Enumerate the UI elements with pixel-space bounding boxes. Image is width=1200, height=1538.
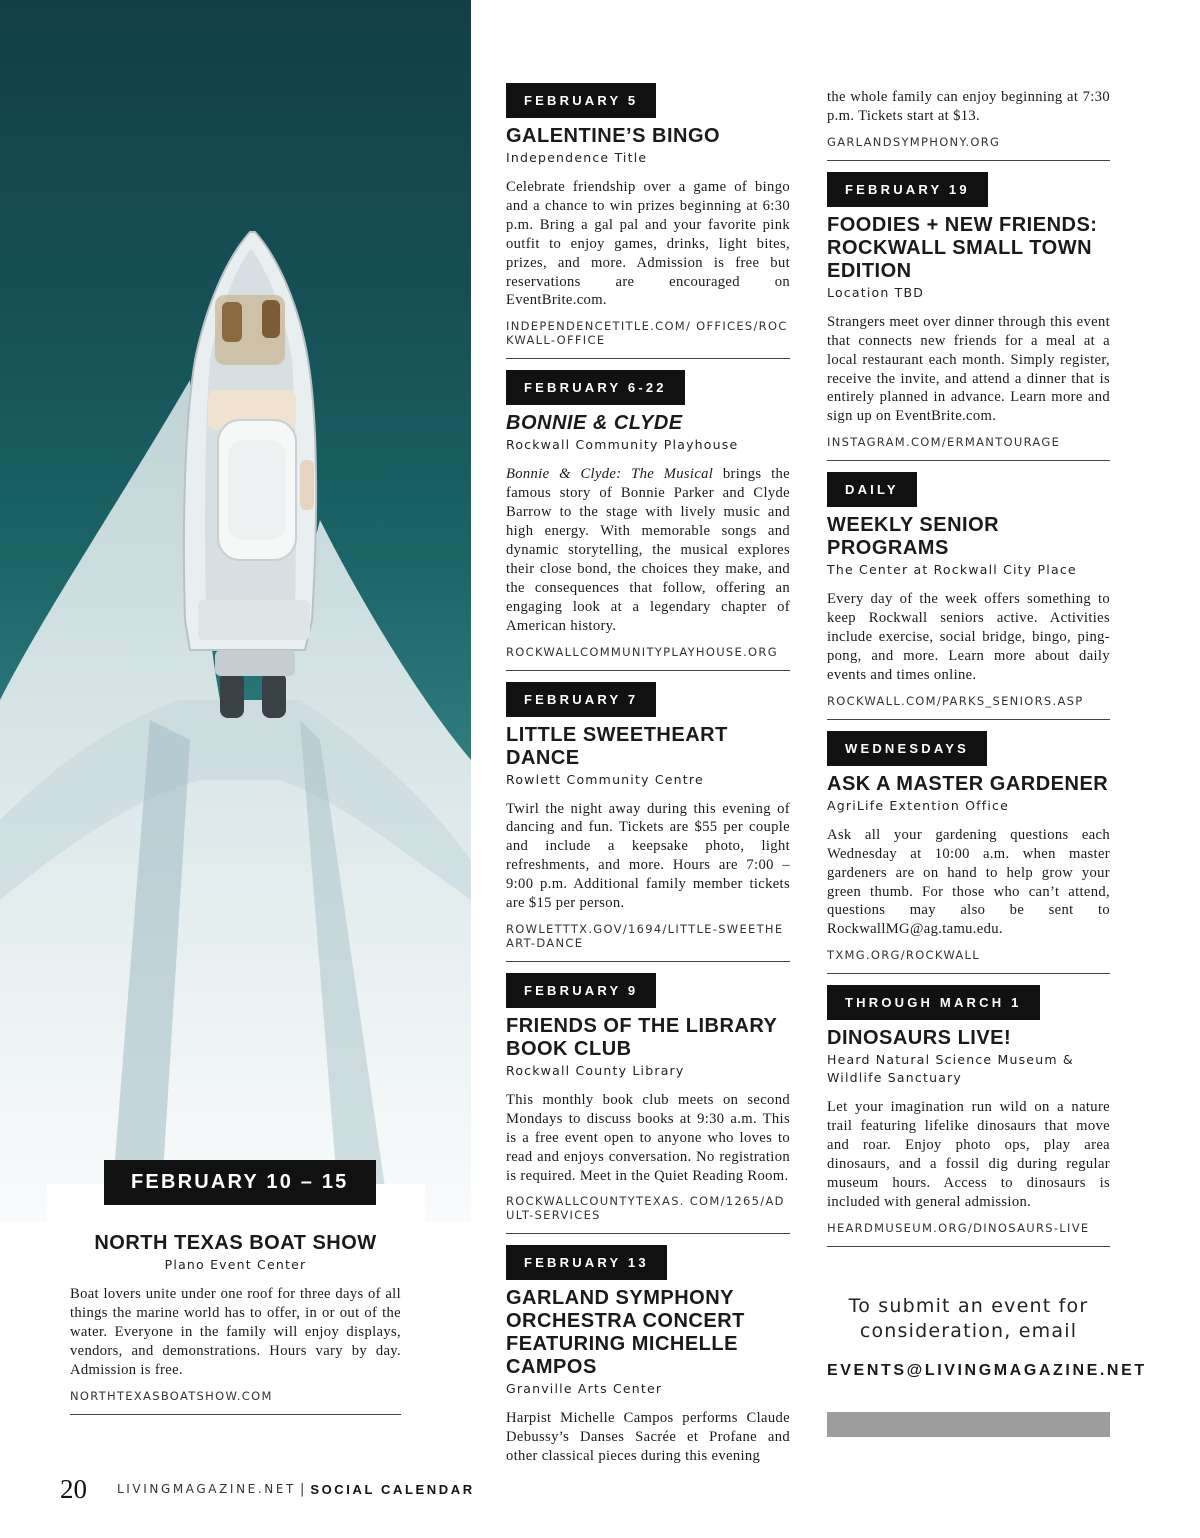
page-number: 20 xyxy=(60,1473,87,1504)
event-title: LITTLE SWEETHEART DANCE xyxy=(506,723,728,769)
event-description-emphasis: Bonnie & Clyde: The Musical xyxy=(506,466,714,483)
featured-title: NORTH TEXAS BOAT SHOW xyxy=(94,1232,377,1254)
event-date-tag: FEBRUARY 7 xyxy=(506,682,656,717)
event-venue: Independence Title xyxy=(506,150,648,165)
event-description: Strangers meet over dinner through this event that connects new friends for a meal at a local restaurant each month. Simply register, receive the invite, and attend a dinner that is entirely planned in advance. Learn more and sign up on EventBrite.com. xyxy=(827,313,1110,425)
event-date-tag: FEBRUARY 6-22 xyxy=(506,370,685,405)
boat-illustration xyxy=(0,0,471,1222)
event-description: Let your imagination run wild on a nature trail featuring lifelike dinosaurs that move and roar. Enjoy photo ops, play area dinosaurs, and a fossil dig during regular museum hours. Access to dinosaurs is included with general admission. xyxy=(827,1099,1110,1210)
event-block xyxy=(506,682,790,973)
event-date-tag: DAILY xyxy=(827,472,917,507)
event-block xyxy=(506,1245,790,1466)
event-link[interactable]: ROCKWALLCOMMUNITYPLAYHOUSE.ORG xyxy=(506,644,778,659)
event-block xyxy=(827,172,1110,472)
event-description-text: brings the famous story of Bonnie Parker and Clyde Barrow to the stage with lively music and high energy. With memorable songs and dynamic storytelling, the musical explores their close bond, the choices they make, and the consequences that follow, offering an engaging look at a legendary chapter of American history. xyxy=(506,466,790,634)
event-block xyxy=(506,973,790,1246)
footer-site: LIVINGMAGAZINE.NET xyxy=(117,1482,296,1496)
submit-email[interactable]: EVENTS@LIVINGMAGAZINE.NET xyxy=(827,1361,1147,1379)
event-venue: Rockwall Community Playhouse xyxy=(506,437,739,453)
event-block xyxy=(827,731,1110,985)
event-block xyxy=(827,472,1110,731)
event-title: GARLAND SYMPHONY ORCHESTRA CONCERT FEATURING MICHELLE CAMPOS xyxy=(506,1287,745,1379)
event-title: ASK A MASTER GARDENER xyxy=(827,772,1109,795)
event-venue: Rowlett Community Centre xyxy=(506,771,704,787)
event-description: Ask all your gardening questions each Wednesday at 10:00 a.m. when master gardeners are on hand to help grow your green thumb. For those who can’t attend, questions may also be sent to RockwallMG@ag.tamu.edu. xyxy=(827,826,1110,938)
event-date-tag: FEBRUARY 13 xyxy=(506,1245,667,1280)
event-venue: Rockwall County Library xyxy=(506,1062,685,1078)
featured-description: Boat lovers unite under one roof for three days of all things the marine world has to offer, in or out of the water. Everyone in the family will enjoy displays, vendors, and demonstrations. Hours vary by day. Admission is free. xyxy=(70,1286,401,1378)
event-title: FOODIES + NEW FRIENDS: ROCKWALL SMALL TOWN EDITION xyxy=(827,213,1098,282)
event-link[interactable]: INSTAGRAM.COM/ERMANTOURAGE xyxy=(827,435,1061,450)
event-link[interactable]: INDEPENDENCETITLE.COM/ OFFICES/ROCKWALL-OFFICE xyxy=(506,319,788,348)
boat-photo xyxy=(0,0,471,1222)
event-link[interactable]: ROCKWALLCOUNTYTEXAS. COM/1265/ADULT-SERVICES xyxy=(506,1194,785,1223)
event-venue: Location TBD xyxy=(827,284,925,300)
continued-link[interactable]: GARLANDSYMPHONY.ORG xyxy=(827,134,1001,149)
event-block xyxy=(827,985,1110,1257)
event-venue: AgriLife Extention Office xyxy=(827,797,1010,813)
event-link[interactable]: ROCKWALL.COM/PARKS_SENIORS.ASP xyxy=(827,693,1084,708)
event-link[interactable]: TXMG.ORG/ROCKWALL xyxy=(827,948,980,963)
event-description: Harpist Michelle Campos performs Claude Debussy’s Danses Sacrée et Profane and other classical pieces during this evening xyxy=(506,1410,790,1465)
event-title: BONNIE & CLYDE xyxy=(506,412,683,435)
event-date-tag: THROUGH MARCH 1 xyxy=(827,985,1040,1020)
event-title: GALENTINE’S BINGO xyxy=(506,125,721,147)
event-description xyxy=(506,465,790,635)
right-column xyxy=(827,88,1147,1437)
continued-description: the whole family can enjoy beginning at 7:30 p.m. Tickets start at $13. xyxy=(827,89,1110,124)
event-link[interactable]: HEARDMUSEUM.ORG/DINOSAURS-LIVE xyxy=(827,1220,1090,1235)
event-title: DINOSAURS LIVE! xyxy=(827,1027,1012,1050)
gray-bar xyxy=(827,1412,1110,1437)
footer-separator: | xyxy=(299,1481,305,1497)
event-date-tag: FEBRUARY 5 xyxy=(506,83,656,118)
featured-venue: Plano Event Center xyxy=(164,1257,307,1272)
event-venue: Heard Natural Science Museum & Wildlife Sanctuary xyxy=(827,1052,1074,1086)
event-venue: The Center at Rockwall City Place xyxy=(827,562,1077,578)
featured-date-tag: FEBRUARY 10 – 15 xyxy=(104,1160,376,1205)
event-link[interactable]: ROWLETTTX.GOV/1694/LITTLE-SWEETHEART-DANCE xyxy=(506,921,784,950)
event-description: Twirl the night away during this evening of dancing and fun. Tickets are $55 per couple and include a keepsake photo, light refreshments, and more. Hours are 7:00 – 9:00 p.m. Additional family member tickets are $15 per person. xyxy=(506,800,790,912)
event-date-tag: FEBRUARY 19 xyxy=(827,172,988,207)
footer-section: SOCIAL CALENDAR xyxy=(310,1481,475,1497)
event-block xyxy=(506,370,790,681)
featured-link[interactable]: NORTHTEXASBOATSHOW.COM xyxy=(70,1388,273,1403)
submit-block xyxy=(827,1294,1147,1380)
event-description: Every day of the week offers something to keep Rockwall seniors active. Activities include exercise, social bridge, bingo, ping-pong, and more. Learn more about daily events and times online. xyxy=(827,591,1110,683)
event-block xyxy=(506,83,790,370)
divider xyxy=(70,1414,401,1415)
event-venue: Granville Arts Center xyxy=(506,1381,663,1397)
event-title: WEEKLY SENIOR PROGRAMS xyxy=(827,514,1000,560)
footer xyxy=(60,1472,475,1506)
event-date-tag: WEDNESDAYS xyxy=(827,731,987,766)
event-title: FRIENDS OF THE LIBRARY BOOK CLUB xyxy=(506,1014,778,1060)
event-description: This monthly book club meets on second Mondays to discuss books at 9:30 a.m. This is a free event open to anyone who loves to read and enjoys conversation. No registration is required. Meet in the Quiet Reading Room. xyxy=(506,1091,790,1184)
event-description: Celebrate friendship over a game of bingo and a chance to win prizes beginning at 6:30 p.m. Bring a gal pal and your favorite pink outfit to enjoy games, drinks, light bites, prizes, and more. Admission is free but reservations are encouraged on EventBrite.com. xyxy=(506,179,790,309)
submit-text: To submit an event for consideration, email xyxy=(848,1294,1089,1342)
event-date-tag: FEBRUARY 9 xyxy=(506,973,656,1008)
featured-event xyxy=(70,1232,401,1415)
middle-column xyxy=(506,83,790,1466)
